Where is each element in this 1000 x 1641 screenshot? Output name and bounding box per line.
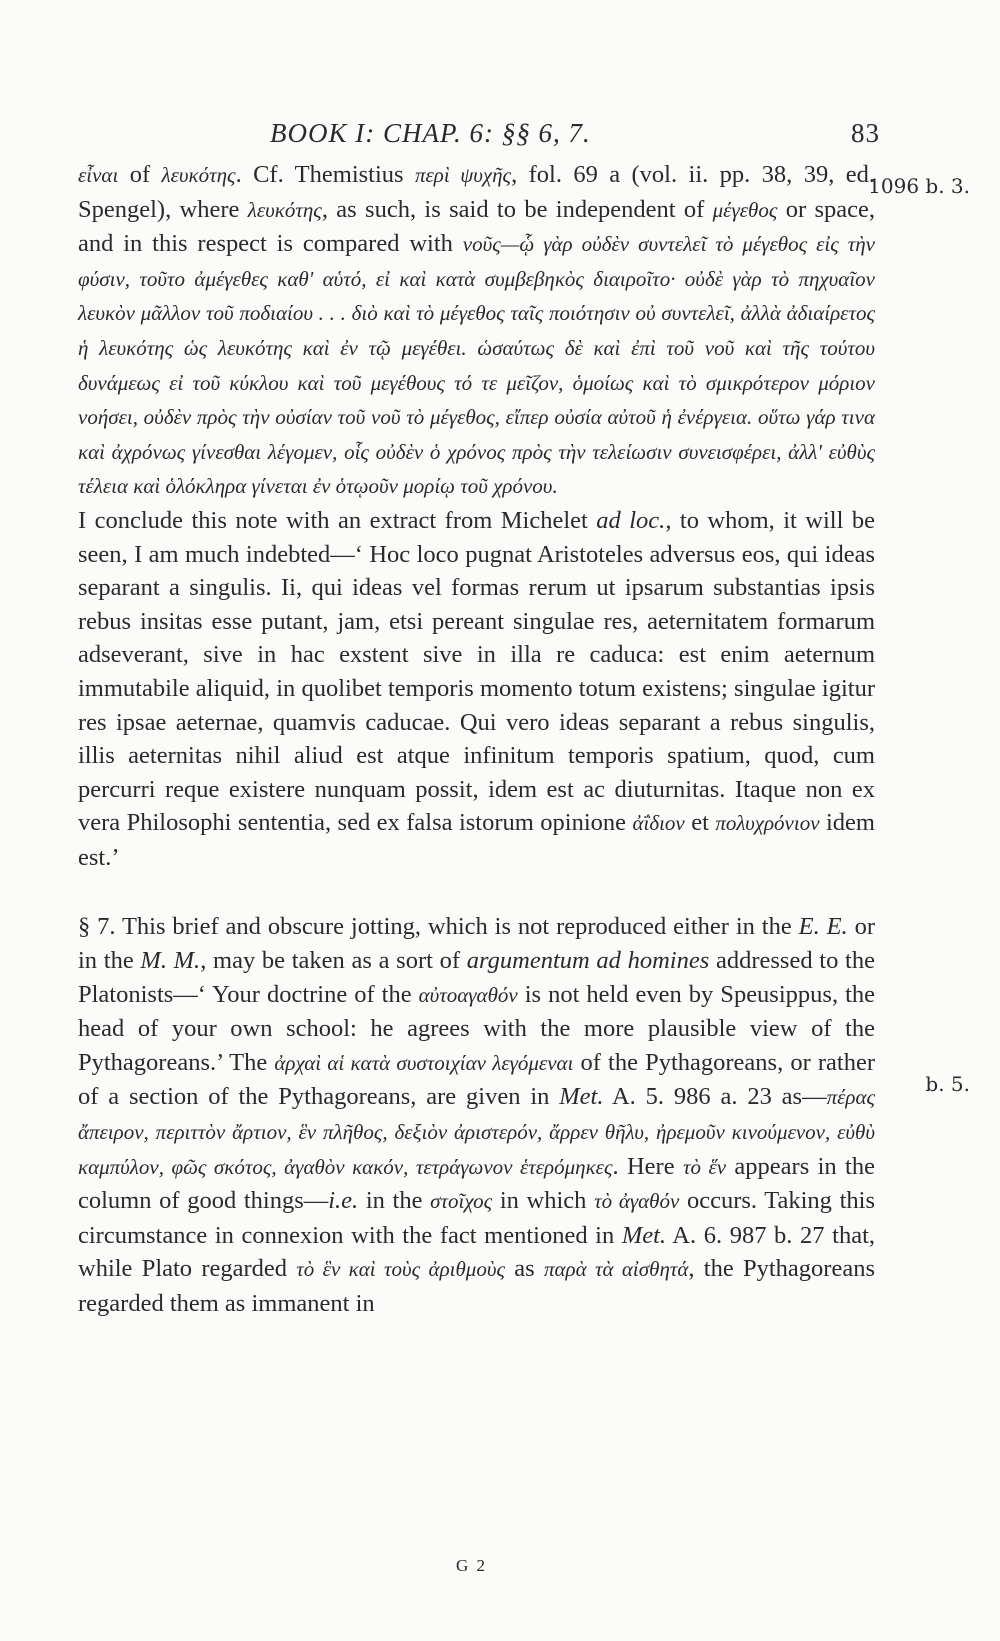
- text-run: , to whom, it will be seen, I am much indebted—‘ Hoc loco pugnat Aristoteles adversus eos, qui ideas separant a singulis. Ii, qui ideas vel formas rerum ut ipsarum substantias ipsis rebus insitas esse putant, jam, etsi pereant singulae res, aeternitatem formarum adseverant, sive in hac exstent sive in illa re caduca: est enim aeternum immutabile aliquid, in quolibet temporis momento totum existens; singulae igitur res ipsae aeternae, quamvis caducae. Qui vero ideas separant a rebus singulis, illis aeternitas nihil aliud est atque infinitum temporis spatium, quod, cum percurri reque existere nunquam possit, idem est ac diuturnitas. Itaque non ex vera Philosophi sententia, sed ex falsa istorum opinione: [78, 506, 875, 837]
- paragraph: [78, 158, 875, 504]
- greek-text: στοῖχος: [430, 1189, 493, 1214]
- italic-text: Met.: [621, 1221, 667, 1249]
- greek-text: μέγεθος: [712, 197, 778, 222]
- text-run: idem est.’: [78, 809, 875, 871]
- greek-text: τὸ ἕν: [682, 1154, 727, 1179]
- greek-text: αὐτοαγαθόν: [418, 982, 518, 1007]
- greek-text: περὶ ψυχῆς: [414, 163, 512, 187]
- paragraph: [78, 910, 875, 1320]
- text-run: , fol. 69 a (vol. ii. pp. 38, 39, ed. Spengel), where: [78, 161, 875, 223]
- greek-text: λευκότης: [247, 197, 322, 222]
- greek-text: λευκότης: [161, 163, 236, 187]
- greek-text: πολυχρόνιον: [715, 811, 820, 836]
- greek-text: παρὰ τὰ αἰσθητά: [543, 1257, 689, 1282]
- italic-text: Met.: [559, 1083, 604, 1111]
- signature-mark: G 2: [456, 1556, 488, 1575]
- text-run: in the: [358, 1187, 431, 1215]
- running-head: BOOK I: CHAP. 6: §§ 6, 7.: [270, 118, 591, 148]
- text-run: et: [684, 809, 716, 837]
- margin-reference: b. 5.: [925, 1072, 970, 1096]
- greek-text: πέρας ἄπειρον, περιττὸν ἄρτιον, ἓν πλῆθος, δεξιὸν ἀριστερόν, ἄρρεν θῆλυ, ἠρεμοῦν κινούμενον, εὐθὺ καμπύλον, φῶς σκότος, ἀγαθὸν κακόν, τετράγωνον ἑτερόμηκες: [78, 1085, 875, 1179]
- text-run: , may be taken as a sort of: [200, 947, 467, 975]
- text-run: I conclude this note with an extract from Michelet: [78, 506, 597, 534]
- body-text: [78, 158, 875, 1321]
- page-header: [270, 118, 880, 149]
- italic-text: ad loc.: [596, 506, 666, 534]
- text-run: occurs. Taking this circumstance in connexion with the fact mentioned in: [78, 1187, 875, 1249]
- text-run: of the Pythagoreans, or rather of a section of the Pythagoreans, are given in: [78, 1048, 875, 1111]
- greek-text: ἀΐδιον: [632, 811, 685, 836]
- greek-text: τὸ ἓν καὶ τοὺς ἀριθμοὺς: [296, 1257, 506, 1282]
- greek-text: εἶναι: [78, 163, 119, 187]
- margin-reference: 1096 b. 3.: [868, 174, 970, 198]
- paragraph: [78, 504, 875, 875]
- text-run: as: [505, 1255, 544, 1283]
- text-run: . Cf. Themistius: [235, 161, 415, 188]
- text-run: § 7. This brief and obscure jotting, which is not reproduced either in the: [78, 913, 799, 941]
- italic-text: argumentum ad homines: [466, 947, 710, 975]
- greek-text: νοῦς—ᾧ γὰρ οὐδὲν συντελεῖ τὸ μέγεθος εἰς τὴν φύσιν, τοῦτο ἀμέγεθες καθ' αὑτό, εἰ καὶ κατὰ συμβεβηκὸς διαιροῖτο· οὐδὲ γὰρ τὸ πηχυαῖον λευκὸν μᾶλλον τοῦ ποδιαίου . . . διὸ καὶ τὸ μέγεθος ταῖς ποιότησιν οὐ συντελεῖ, ἀλλὰ ἀδιαίρετος ἡ λευκότης ὡς λευκότης καὶ ἐν τῷ μεγέθει. ὡσαύτως δὲ καὶ ἐπὶ τοῦ νοῦ καὶ τῆς τούτου δυνάμεως εἰ τοῦ κύκλου καὶ τοῦ μεγέθους τό τε μεῖζον, ὁμοίως καὶ τὸ σμικρότερον μόριον νοήσει, οὐδὲν πρὸς τὴν οὐσίαν τοῦ νοῦ τὸ μέγεθος, εἴπερ οὐσία αὐτοῦ ἡ ἐνέργεια. οὕτω γάρ τινα καὶ ἀχρόνως γίνεσθαι λέγομεν, οἷς οὐδὲν ὁ χρόνος πρὸς τὴν τελείωσιν συνεισφέρει, ἀλλ' εὐθὺς τέλεια καὶ ὁλόκληρα γίνεται ἐν ὁτῳοῦν μορίῳ τοῦ χρόνου.: [78, 232, 875, 499]
- text-run: , the Pythagoreans regarded them as immanent in: [78, 1255, 875, 1317]
- text-run: addressed to the Platonists—‘ Your doctrine of the: [78, 947, 875, 1008]
- text-run: A. 6. 987 b. 27 that, while Plato regarded: [78, 1221, 875, 1283]
- text-run: in which: [492, 1187, 595, 1215]
- text-run: or in the: [78, 913, 875, 975]
- page-number: 83: [851, 118, 880, 148]
- text-run: or space, and in this respect is compared with: [78, 195, 875, 258]
- italic-text: M. M.: [140, 947, 201, 975]
- greek-text: τὸ ἀγαθόν: [594, 1189, 680, 1214]
- italic-text: i.e.: [328, 1187, 359, 1215]
- text-run: . Here: [612, 1152, 683, 1180]
- text-run: of: [118, 161, 162, 188]
- text-run: appears in the column of good things—: [78, 1152, 875, 1215]
- greek-text: ἀρχαὶ αἱ κατὰ συστοιχίαν λεγόμεναι: [274, 1050, 574, 1075]
- text-run: is not held even by Speusippus, the head of your own school: he agrees with the more plausible view of the Pythagoreans.’ The: [78, 980, 875, 1076]
- text-run: , as such, is said to be independent of: [321, 195, 713, 223]
- italic-text: E. E.: [798, 913, 848, 941]
- text-run: A. 5. 986 a. 23 as—: [603, 1083, 827, 1111]
